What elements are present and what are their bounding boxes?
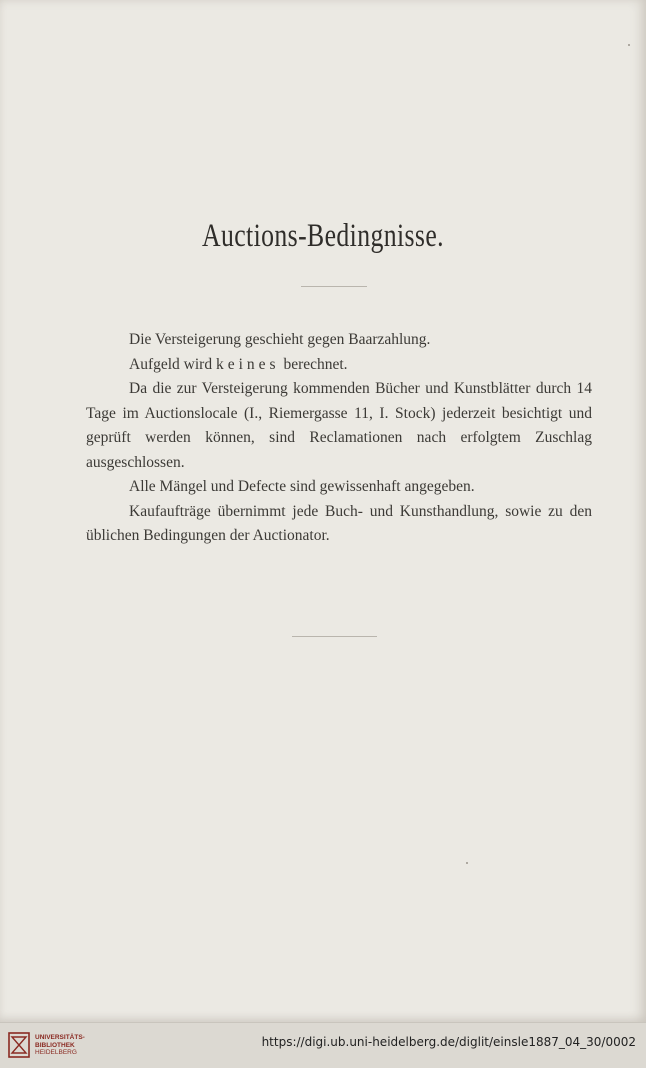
paragraph-payment: Die Versteigerung geschieht gegen Baarzahlung. (129, 331, 431, 348)
paper-speck (628, 44, 630, 46)
premium-text-after: berechnet. (279, 355, 348, 373)
paper-speck (466, 862, 468, 864)
library-name-line-2: BIBLIOTHEK (35, 1041, 75, 1049)
paragraph-orders: Kaufaufträge übernimmt jede Buch- und Kunsthandlung, sowie zu den üblichen Bedingungen der Auctionator. (86, 502, 592, 544)
premium-text-before: Aufgeld wird (129, 355, 216, 373)
library-footer (0, 1022, 646, 1068)
library-name-line-1: UNIVERSITÄTS- (35, 1034, 85, 1041)
paragraph-inspection: Da die zur Versteigerung kommenden Bücher und Kunstblätter durch 14 Tage im Auctionslocale (I., Riemergasse 11, I. Stock) jederzeit besichtigt und geprüft werden können, sind Reclamationen nach erfolgtem Zuschlag ausgeschlossen. (86, 380, 592, 471)
library-name-line-3: HEIDELBERG (35, 1049, 77, 1056)
paragraph-premium (86, 353, 592, 378)
page-title: Auctions-Bedingnisse. (202, 218, 444, 254)
title-divider (301, 286, 367, 287)
closing-divider (292, 636, 377, 637)
library-name (35, 1034, 85, 1057)
conditions-text (86, 328, 592, 549)
premium-text-spaced: keines (215, 355, 280, 373)
paragraph-defects: Alle Mängel und Defecte sind gewissenhaft angegeben. (129, 478, 475, 495)
university-library-logo-icon[interactable] (8, 1032, 30, 1058)
permalink-url[interactable]: https://digi.ub.uni-heidelberg.de/diglit/einsle1887_04_30/0002 (261, 1035, 636, 1049)
